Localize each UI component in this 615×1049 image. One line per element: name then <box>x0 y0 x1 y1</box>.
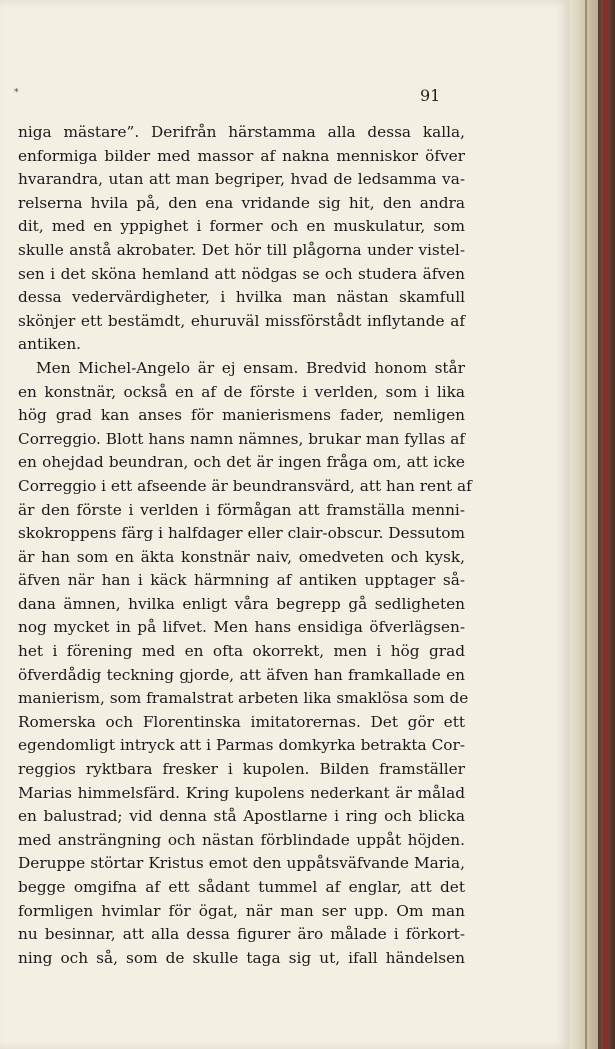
text-line: relserna hvila på, den ena vridande sig hit, den andra <box>18 193 465 212</box>
printer-mark: * <box>14 88 19 98</box>
text-line: begge omgifna af ett sådant tummel af englar, att det <box>18 878 465 896</box>
paragraph-start-line: Men Michel-Angelo är ej ensam. Bredvid honom står <box>36 358 465 377</box>
binding-red-stripe <box>603 0 608 1049</box>
page-number: 91 <box>420 86 441 105</box>
text-line: Marias himmelsfärd. Kring kupolens nederkant är målad <box>18 783 465 802</box>
text-line: Romerska och Florentinska imitatorernas. Det gör ett <box>18 712 465 731</box>
text-line: skulle anstå akrobater. Det hör till plågorna under vistel- <box>18 240 465 259</box>
text-line: är den förste i verlden i förmågan att framställa menni- <box>18 500 465 519</box>
text-line: antiken. <box>18 335 82 354</box>
text-line: hvarandra, utan att man begriper, hvad de ledsamma va- <box>18 170 465 189</box>
text-line: formligen hvimlar för ögat, när man ser upp. Om man <box>18 901 465 920</box>
text-line: dit, med en yppighet i former och en muskulatur, som <box>18 217 465 236</box>
page-edge-line <box>585 0 587 1049</box>
text-line: nog mycket in på lifvet. Men hans ensidiga öfverlägsen- <box>18 618 465 637</box>
text-line: Correggio i ett afseende är beundransvärd, att han rent af <box>18 476 472 495</box>
text-line: sen i det sköna hemland att nödgas se och studera äfven <box>18 264 465 283</box>
text-line: manierism, som framalstrat arbeten lika smaklösa som de <box>18 689 469 708</box>
text-line: dana ämnen, hvilka enligt våra begrepp gå sedligheten <box>18 594 465 613</box>
text-line: skönjer ett bestämdt, ehuruväl missförstådt inflytande af <box>18 311 465 330</box>
text-line: med ansträngning och nästan förblindade uppåt höjden. <box>18 830 465 849</box>
page-edge <box>570 0 598 1049</box>
text-line: en konstnär, också en af de förste i verlden, som i lika <box>18 382 465 401</box>
text-line: en balustrad; vid denna stå Apostlarne i ring och blicka <box>18 807 465 826</box>
text-line: hög grad kan anses för manierismens fader, nemligen <box>18 406 465 425</box>
text-line: en ohejdad beundran, och det är ingen fråga om, att icke <box>18 453 465 472</box>
body-text <box>18 121 472 970</box>
text-line: öfverdådig teckning gjorde, att äfven han framkallade en <box>18 665 465 684</box>
text-line: het i förening med en ofta okorrekt, men i hög grad <box>18 642 465 661</box>
text-line: Deruppe störtar Kristus emot den uppåtsväfvande Maria, <box>18 854 465 873</box>
text-line: ning och så, som de skulle taga sig ut, ifall händelsen <box>18 948 465 967</box>
text-line: nu besinnar, att alla dessa figurer äro målade i förkort- <box>18 925 465 944</box>
text-line: äfven när han i käck härmning af antiken upptager så- <box>18 571 465 590</box>
text-line: reggios ryktbara fresker i kupolen. Bilden framställer <box>18 760 465 779</box>
text-line: Correggio. Blott hans namn nämnes, brukar man fyllas af <box>18 429 465 448</box>
text-line: niga mästare”. Derifrån härstamma alla dessa kalla, <box>18 123 465 141</box>
text-line: enformiga bilder med massor af nakna menniskor öfver <box>18 146 465 165</box>
text-line: egendomligt intryck att i Parmas domkyrka betrakta Cor- <box>18 736 465 755</box>
text-line: skokroppens färg i halfdager eller clair-obscur. Dessutom <box>18 524 465 543</box>
text-line: dessa vedervärdigheter, i hvilka man nästan skamfull <box>18 288 465 307</box>
text-line: är han som en äkta konstnär naiv, omedveten och kysk, <box>18 547 465 566</box>
